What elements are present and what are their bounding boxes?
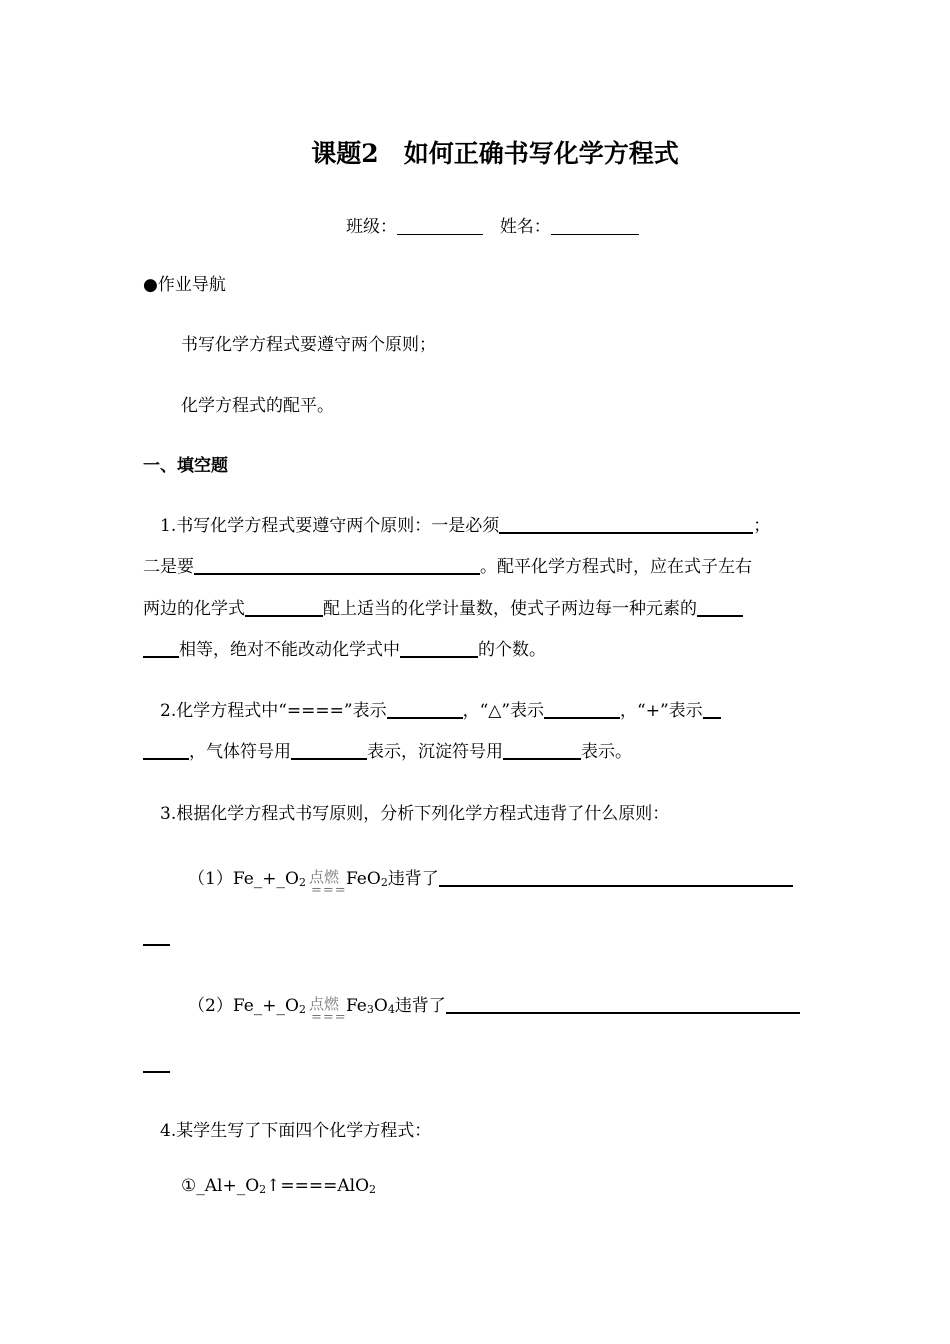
q2-text-c: ，“+”表示 — [620, 701, 703, 721]
nav-item: 书写化学方程式要遵守两个原则； — [181, 335, 436, 355]
q1-blank-4-cont[interactable] — [143, 639, 179, 658]
q4-text: 4.某学生写了下面四个化学方程式： — [160, 1121, 432, 1141]
condition-top: 点燃 — [308, 868, 339, 886]
q2-blank-3-cont[interactable] — [143, 741, 189, 760]
q2-blank-2[interactable] — [544, 700, 620, 719]
q4-equation-1 — [181, 1176, 376, 1196]
ignition-condition — [306, 867, 347, 898]
q2-line2 — [143, 737, 632, 762]
class-name-line — [346, 212, 639, 237]
q2-text-e: 表示，沉淀符号用 — [367, 742, 503, 762]
q3-blank-2[interactable] — [446, 995, 800, 1014]
q3-blank-1[interactable] — [439, 868, 793, 887]
name-label: 姓名： — [499, 217, 551, 237]
q2-blank-1[interactable] — [387, 700, 463, 719]
q1-line1 — [160, 511, 770, 536]
eq-subscript: 2 — [298, 876, 306, 889]
q1-blank-2[interactable] — [194, 556, 480, 575]
q3-blank-1-cont[interactable] — [143, 925, 170, 946]
q1-text-g: 相等，绝对不能改动化学式中 — [179, 640, 400, 660]
eq-rhs: Fe — [345, 996, 367, 1016]
q2-blank-3[interactable] — [703, 700, 721, 719]
eq-subscript: 3 — [366, 1003, 374, 1016]
section-heading: 一、填空题 — [143, 456, 228, 476]
eq-rhs: FeO — [345, 869, 381, 889]
q2-text-f: 表示。 — [581, 742, 632, 762]
q1-text-a: 1.书写化学方程式要遵守两个原则：一是必须 — [160, 516, 500, 536]
eq-tail: 违背了 — [387, 869, 439, 889]
q1-blank-4[interactable] — [697, 598, 743, 617]
condition-bottom: === — [310, 1010, 347, 1025]
eq-part: ①_Al+_O — [181, 1176, 260, 1196]
condition-top: 点燃 — [308, 995, 339, 1013]
q2-text-d: ，气体符号用 — [189, 742, 291, 762]
q2-blank-4[interactable] — [291, 741, 367, 760]
q1-text-d: 。配平化学方程式时，应在式子左右 — [480, 557, 752, 577]
q1-line4 — [143, 635, 546, 660]
nav-item: 化学方程式的配平。 — [181, 396, 334, 416]
q3-blank-2-cont[interactable] — [143, 1052, 170, 1073]
eq-subscript: 2 — [369, 1183, 377, 1196]
name-blank[interactable] — [551, 217, 639, 235]
q3-equation-2 — [188, 991, 800, 1025]
q1-text-f: 配上适当的化学计量数，使式子两边每一种元素的 — [323, 599, 697, 619]
class-label: 班级： — [346, 217, 397, 237]
eq-tail: 违背了 — [394, 996, 446, 1016]
q1-blank-1[interactable] — [499, 515, 753, 534]
q1-text-e: 两边的化学式 — [143, 599, 245, 619]
q2-text-a: 2.化学方程式中“====”表示 — [160, 701, 387, 721]
q2-text-b: ，“△”表示 — [462, 701, 545, 721]
eq-subscript: 4 — [387, 1003, 395, 1016]
q1-blank-5[interactable] — [400, 639, 478, 658]
eq-subscript: 2 — [380, 876, 388, 889]
eq-subscript: 2 — [298, 1003, 306, 1016]
nav-heading-text: 作业导航 — [157, 275, 226, 295]
q1-text-h: 的个数。 — [478, 640, 546, 660]
eq-number: （2） — [188, 996, 233, 1016]
ignition-condition — [306, 994, 347, 1025]
eq-part: ↑====AlO — [266, 1176, 370, 1196]
eq-lhs: Fe_+_O — [232, 996, 299, 1016]
q2-blank-5[interactable] — [503, 741, 581, 760]
eq-rhs-o: O — [373, 996, 388, 1016]
nav-heading — [143, 270, 226, 295]
class-blank[interactable] — [397, 217, 483, 235]
eq-number: （1） — [188, 869, 233, 889]
q2-line1 — [160, 696, 721, 721]
page-title: 课题2 如何正确书写化学方程式 — [311, 139, 679, 168]
q1-blank-3[interactable] — [245, 598, 323, 617]
q3-equation-1 — [188, 864, 793, 898]
q3-text: 3.根据化学方程式书写原则，分析下列化学方程式违背了什么原则： — [160, 804, 670, 824]
q1-text-b: ； — [753, 516, 771, 536]
eq-lhs: Fe_+_O — [232, 869, 299, 889]
bullet-icon: ● — [143, 275, 158, 295]
eq-subscript: 2 — [259, 1183, 267, 1196]
q1-text-c: 二是要 — [143, 557, 194, 577]
q1-line3 — [143, 594, 743, 619]
condition-bottom: === — [310, 883, 347, 898]
q1-line2 — [143, 552, 752, 577]
